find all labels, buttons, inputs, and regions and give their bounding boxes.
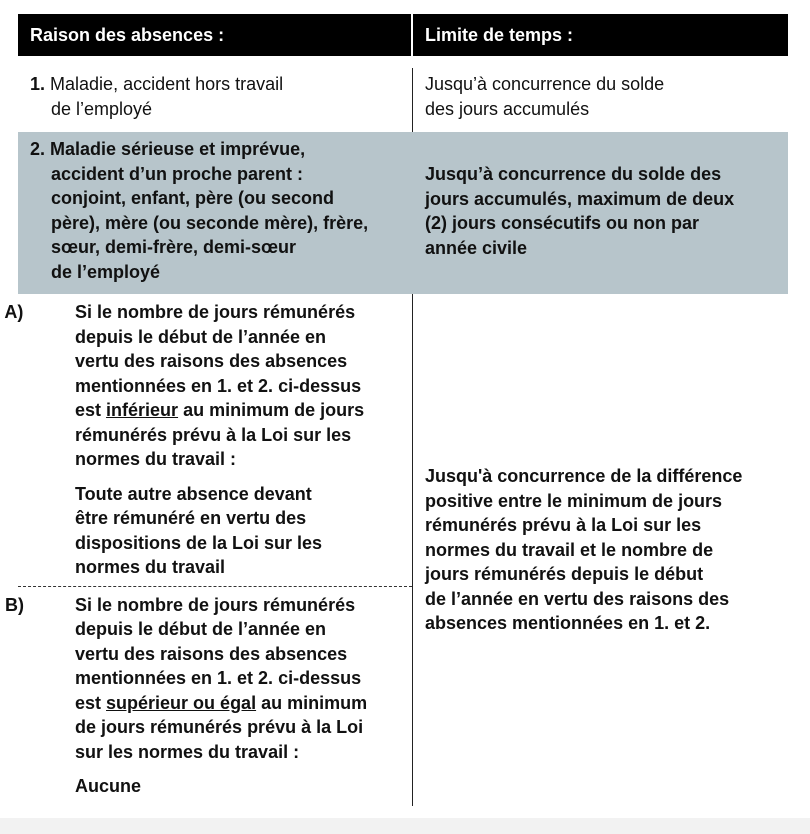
- reason-line: [30, 72, 406, 97]
- condition-line: Si le nombre de jours rémunérés: [75, 594, 356, 615]
- condition-text: au minimum de jours: [178, 400, 365, 420]
- condition-a-prefix: [0, 300, 23, 325]
- reason-text: Maladie sérieuse et imprévue,: [50, 139, 306, 159]
- limit-line: année civile: [425, 237, 528, 258]
- reason-line: de l’employé: [51, 98, 153, 119]
- consequence-line: normes du travail: [75, 557, 226, 577]
- condition-b-label: B): [5, 594, 24, 615]
- limit-cell: [412, 68, 788, 132]
- limit-cell: [412, 132, 788, 294]
- row-number: 1.: [30, 74, 46, 94]
- header-limit: Limite de temps :: [413, 14, 788, 56]
- underlined-term: inférieur: [106, 400, 179, 420]
- paragraph-gap: [75, 472, 406, 482]
- condition-a-block: [4, 300, 406, 580]
- reason-line: de l’employé: [51, 261, 161, 282]
- limit-line: Jusqu'à concurrence de la différence: [425, 466, 743, 486]
- condition-line: vertu des raisons des absences: [75, 643, 348, 664]
- condition-a-label: A): [4, 302, 24, 322]
- table-row: [4, 294, 788, 806]
- limit-line: jours rémunérés depuis le début: [425, 564, 704, 584]
- reason-line: conjoint, enfant, père (ou second: [51, 188, 335, 208]
- limit-line: Jusqu’à concurrence du solde: [425, 74, 665, 94]
- absence-table: [4, 14, 788, 806]
- bottom-strip: [0, 818, 810, 834]
- condition-line: [75, 691, 406, 716]
- condition-text: est: [75, 400, 107, 420]
- condition-line: [75, 398, 406, 423]
- reason-cell: [4, 294, 412, 806]
- limit-line: absences mentionnées en 1. et 2.: [425, 613, 711, 633]
- reason-line: sœur, demi-frère, demi-sœur: [51, 237, 297, 257]
- limit-line: rémunérés prévu à la Loi sur les: [425, 515, 702, 535]
- condition-line: Si le nombre de jours rémunérés: [75, 302, 356, 322]
- table-row: [18, 68, 788, 132]
- condition-a: [4, 294, 406, 587]
- limit-line: jours accumulés, maximum de deux: [425, 188, 735, 209]
- limit-line: (2) jours consécutifs ou non par: [425, 213, 700, 233]
- condition-line: mentionnées en 1. et 2. ci-dessus: [75, 668, 362, 688]
- limit-line: normes du travail et le nombre de: [425, 539, 714, 560]
- condition-line: vertu des raisons des absences: [75, 351, 348, 371]
- reason-cell: [18, 132, 412, 294]
- reason-line: [30, 137, 406, 162]
- condition-line: normes du travail :: [75, 449, 237, 469]
- row-number: 2.: [30, 139, 46, 159]
- condition-text: est: [75, 692, 107, 713]
- consequence-line: Aucune: [75, 776, 142, 796]
- consequence-line: dispositions de la Loi sur les: [75, 532, 323, 553]
- condition-line: sur les normes du travail :: [75, 741, 300, 762]
- limit-line: positive entre le minimum de jours: [425, 490, 723, 511]
- condition-line: depuis le début de l’année en: [75, 326, 327, 347]
- consequence-line: être rémunéré en vertu des: [75, 508, 307, 528]
- condition-b-block: [5, 593, 406, 799]
- table-row-highlighted: [18, 132, 788, 294]
- limit-cell: [412, 294, 788, 806]
- header-reason: Raison des absences :: [18, 14, 411, 56]
- condition-b: [5, 587, 406, 799]
- consequence-line: Toute autre absence devant: [75, 483, 312, 504]
- paragraph-gap: [75, 764, 406, 774]
- condition-line: rémunérés prévu à la Loi sur les: [75, 424, 352, 445]
- header-spacer: [18, 56, 788, 68]
- limit-line: Jusqu’à concurrence du solde des: [425, 164, 722, 184]
- underlined-term: supérieur ou égal: [106, 692, 257, 713]
- condition-text: au minimum: [256, 692, 368, 713]
- reason-line: père), mère (ou seconde mère), frère,: [51, 212, 369, 233]
- reason-cell: [18, 68, 412, 132]
- limit-line: de l’année en vertu des raisons des: [425, 588, 730, 609]
- reason-line: accident d’un proche parent :: [51, 163, 304, 184]
- condition-line: de jours rémunérés prévu à la Loi: [75, 717, 364, 737]
- reason-text: Maladie, accident hors travail: [50, 74, 284, 94]
- table-header: [18, 14, 788, 56]
- limit-line: des jours accumulés: [425, 98, 590, 119]
- condition-line: mentionnées en 1. et 2. ci-dessus: [75, 375, 362, 396]
- condition-line: depuis le début de l’année en: [75, 619, 327, 639]
